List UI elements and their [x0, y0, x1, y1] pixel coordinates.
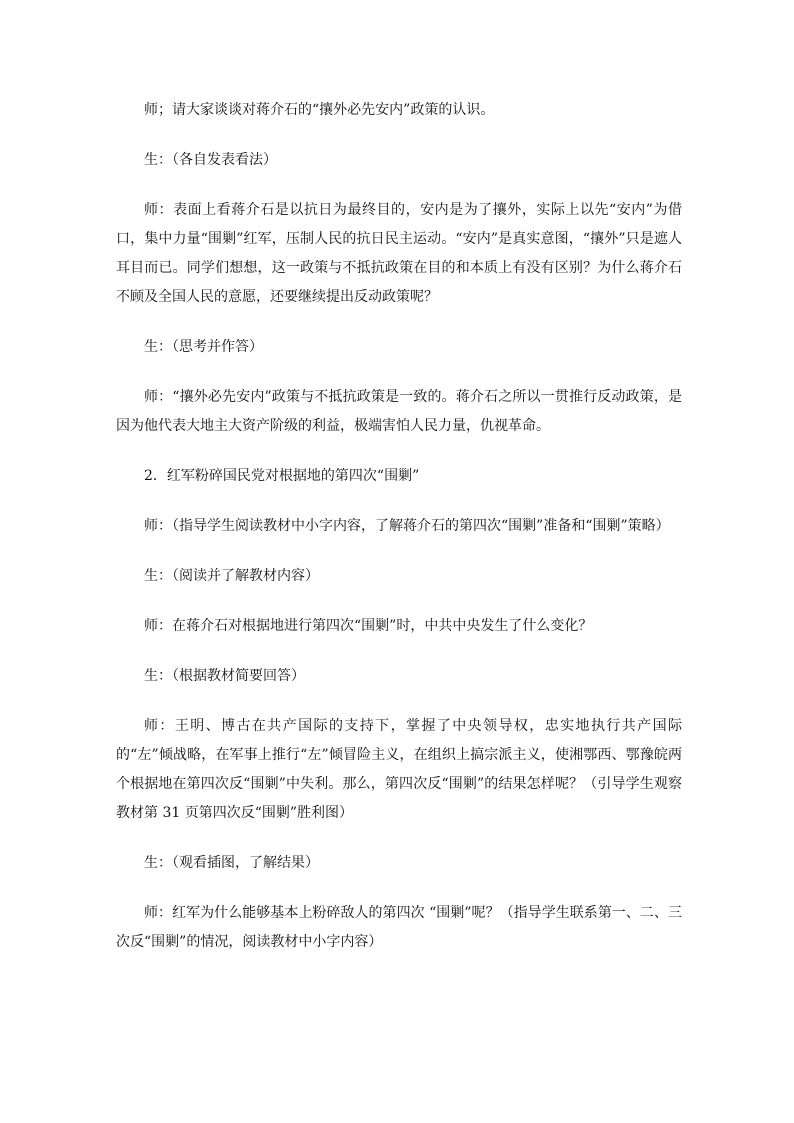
- paragraph-student-response: 生：（阅读并了解教材内容）: [144, 568, 319, 584]
- paragraph-teacher-question-reason: 师：红军为什么能够基本上粉碎敌人的第四次 “围剿”呢？（指导学生联系第一、二、三次反“围剿”的情况，阅读教材中小字内容）: [116, 905, 682, 950]
- paragraph-teacher-conclusion: 师：“攘外必先安内”政策与不抵抗政策是一致的。蒋介石之所以一贯推行反动政策，是因为他代表大地主大资产阶级的利益，极端害怕人民力量，仇视革命。: [116, 389, 682, 434]
- paragraph-student-response: 生：（根据教材简要回答）: [144, 668, 305, 684]
- paragraph-teacher-explanation: 师：表面上看蒋介石是以抗日为最终目的，安内是为了攘外，实际上以先“安内”为借口，集中力量“围剿”红军，压制人民的抗日民主运动。“安内”是真实意图，“攘外”只是遮人耳目而已。同学们想想，这一政策与不抵抗政策在目的和本质上有没有区别？为什么蒋介石不顾及全国人民的意愿，还要继续提出反动政策呢？: [116, 202, 682, 305]
- paragraph-student-response: 生：（观看插图，了解结果）: [144, 855, 319, 871]
- paragraph-student-response: 生：（思考并作答）: [144, 339, 263, 355]
- paragraph-teacher-explanation: 师：王明、博古在共产国际的支持下，掌握了中央领导权，忠实地执行共产国际的“左”倾战略，在军事上推行“左”倾冒险主义，在组织上搞宗派主义，使湘鄂西、鄂豫皖两个根据地在第四次反“围剿”中失利。那么，第四次反“围剿”的结果怎样呢？（引导学生观察教材第 31 页第四次反“围剿”胜利图）: [116, 718, 682, 821]
- paragraph-teacher-question-change: 师：在蒋介石对根据地进行第四次“围剿”时，中共中央发生了什么变化？: [144, 618, 593, 634]
- document-body: [116, 96, 682, 978]
- paragraph-teacher-instruction: 师：（指导学生阅读教材中小字内容，了解蒋介石的第四次“围剿”准备和“围剿”策略）: [144, 518, 670, 534]
- section-heading: 2．红军粉碎国民党对根据地的第四次“围剿”: [144, 468, 420, 484]
- paragraph-teacher-question-policy: 师；请大家谈谈对蒋介石的“攘外必先安内”政策的认识。: [144, 102, 495, 118]
- paragraph-student-response: 生：（各自发表看法）: [144, 152, 277, 168]
